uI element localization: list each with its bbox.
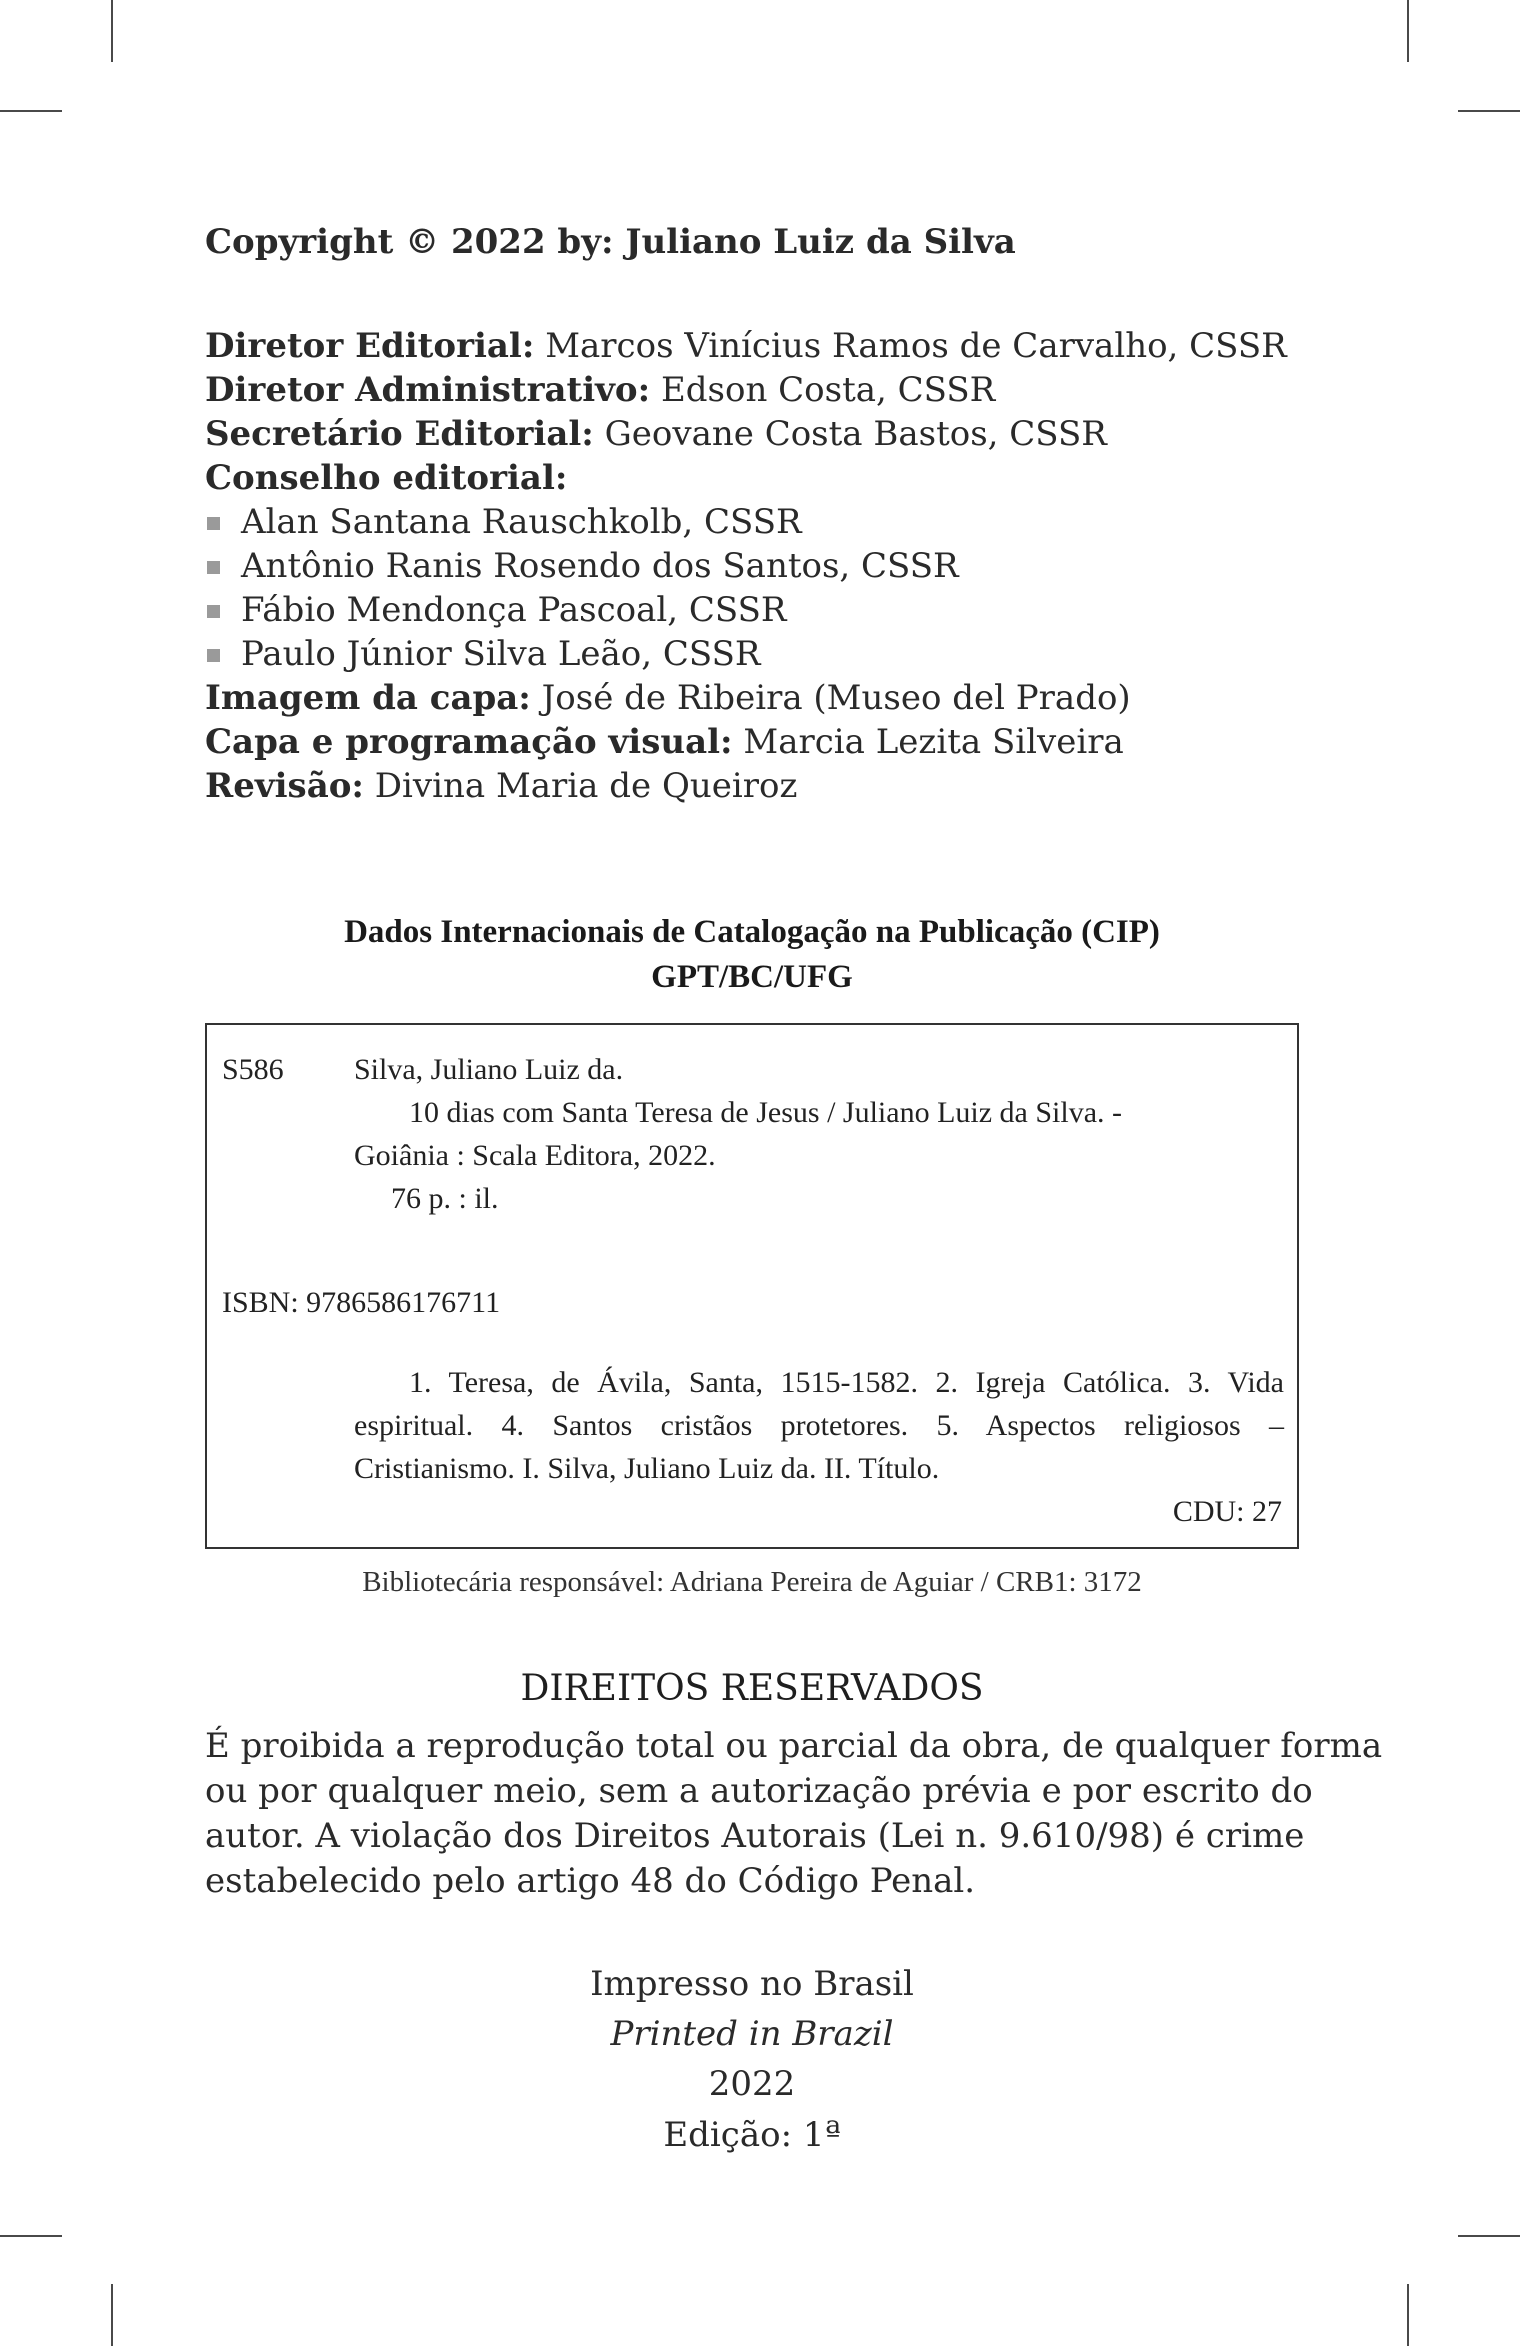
cip-cdu: CDU: 27 [1172, 1495, 1282, 1528]
credit-secretary [205, 412, 1299, 456]
cip-code: S586 [222, 1053, 284, 1086]
credit-cover-image [205, 676, 1299, 720]
square-bullet-icon [207, 517, 220, 530]
cip-pages: 76 p. : il. [391, 1182, 499, 1215]
credit-director-editorial [205, 324, 1299, 368]
rights-title: DIREITOS RESERVADOS [520, 1668, 984, 1709]
square-bullet-icon [207, 605, 220, 618]
credit-label: Capa e programação visual: [205, 722, 733, 762]
cip-title-line: 10 dias com Santa Teresa de Jesus / Juliano Luiz da Silva. - [409, 1096, 1123, 1129]
rights-line: É proibida a reprodução total ou parcial da obra, de qualquer forma [205, 1726, 1383, 1766]
council-member [205, 632, 1299, 676]
librarian-credit: Bibliotecária responsável: Adriana Pereira de Aguiar / CRB1: 3172 [362, 1566, 1142, 1598]
rights-body [205, 1724, 1383, 1904]
imprint-edition: Edição: 1ª [663, 2115, 841, 2155]
crop-mark-bottom-left [111, 2284, 113, 2346]
square-bullet-icon [207, 561, 220, 574]
crop-mark-top-right [1407, 0, 1409, 62]
credit-label: Diretor Administrativo: [205, 370, 651, 410]
rights-line: autor. A violação dos Direitos Autorais (Lei n. 9.610/98) é crime [205, 1816, 1305, 1856]
council-member-name: Fábio Mendonça Pascoal, CSSR [241, 590, 787, 630]
credit-value: Geovane Costa Bastos, CSSR [593, 414, 1107, 454]
cip-publisher: Goiânia : Scala Editora, 2022. [354, 1139, 716, 1172]
credit-value: José de Ribeira (Museo del Prado) [530, 678, 1131, 718]
crop-mark-bottom-right [1407, 2284, 1409, 2346]
imprint-year: 2022 [708, 2064, 796, 2104]
cip-title: Dados Internacionais de Catalogação na Publicação (CIP) [344, 914, 1160, 950]
cip-subjects-line: espiritual. 4. Santos cristãos protetores. 5. Aspectos religiosos – [354, 1409, 1284, 1442]
cip-subjects-line: 1. Teresa, de Ávila, Santa, 1515-1582. 2. Igreja Católica. 3. Vida [409, 1366, 1284, 1399]
credit-label: Secretário Editorial: [205, 414, 594, 454]
credit-value: Edson Costa, CSSR [650, 370, 996, 410]
credit-label: Imagem da capa: [205, 678, 531, 718]
council-member [205, 544, 1299, 588]
rights-line: ou por qualquer meio, sem a autorização prévia e por escrito do [205, 1771, 1313, 1811]
council-label: Conselho editorial: [205, 458, 568, 498]
crop-mark-bottom-left-h [0, 2235, 62, 2237]
credit-director-admin [205, 368, 1299, 412]
crop-mark-top-left [111, 0, 113, 62]
credit-cover-design [205, 720, 1299, 764]
council-member [205, 588, 1299, 632]
council-member-name: Antônio Ranis Rosendo dos Santos, CSSR [241, 546, 959, 586]
printed-in-brazil-pt: Impresso no Brasil [590, 1964, 914, 2004]
credit-value: Marcia Lezita Silveira [732, 722, 1124, 762]
crop-mark-top-left-h [0, 110, 62, 112]
council-member-name: Paulo Júnior Silva Leão, CSSR [241, 634, 761, 674]
cip-record-box [205, 1023, 1299, 1549]
credit-label: Revisão: [205, 766, 364, 806]
crop-mark-bottom-right-h [1458, 2235, 1520, 2237]
credits-block [205, 324, 1299, 808]
credit-label: Diretor Editorial: [205, 326, 535, 366]
credit-value: Divina Maria de Queiroz [363, 766, 798, 806]
cip-author: Silva, Juliano Luiz da. [354, 1053, 624, 1086]
cip-subjects-line: Cristianismo. I. Silva, Juliano Luiz da. II. Título. [354, 1452, 940, 1485]
council-member [205, 500, 1299, 544]
square-bullet-icon [207, 649, 220, 662]
crop-mark-top-right-h [1458, 110, 1520, 112]
printed-in-brazil-en: Printed in Brazil [610, 2014, 894, 2054]
credit-revision [205, 764, 1299, 808]
council-member-name: Alan Santana Rauschkolb, CSSR [241, 502, 802, 542]
credit-value: Marcos Vinícius Ramos de Carvalho, CSSR [534, 326, 1287, 366]
copyright-block [205, 220, 1299, 264]
cip-isbn: ISBN: 9786586176711 [222, 1286, 501, 1319]
rights-line: estabelecido pelo artigo 48 do Código Penal. [205, 1861, 976, 1901]
copyright-line: Copyright © 2022 by: Juliano Luiz da Silva [205, 222, 1016, 262]
cip-subtitle: GPT/BC/UFG [651, 959, 853, 995]
